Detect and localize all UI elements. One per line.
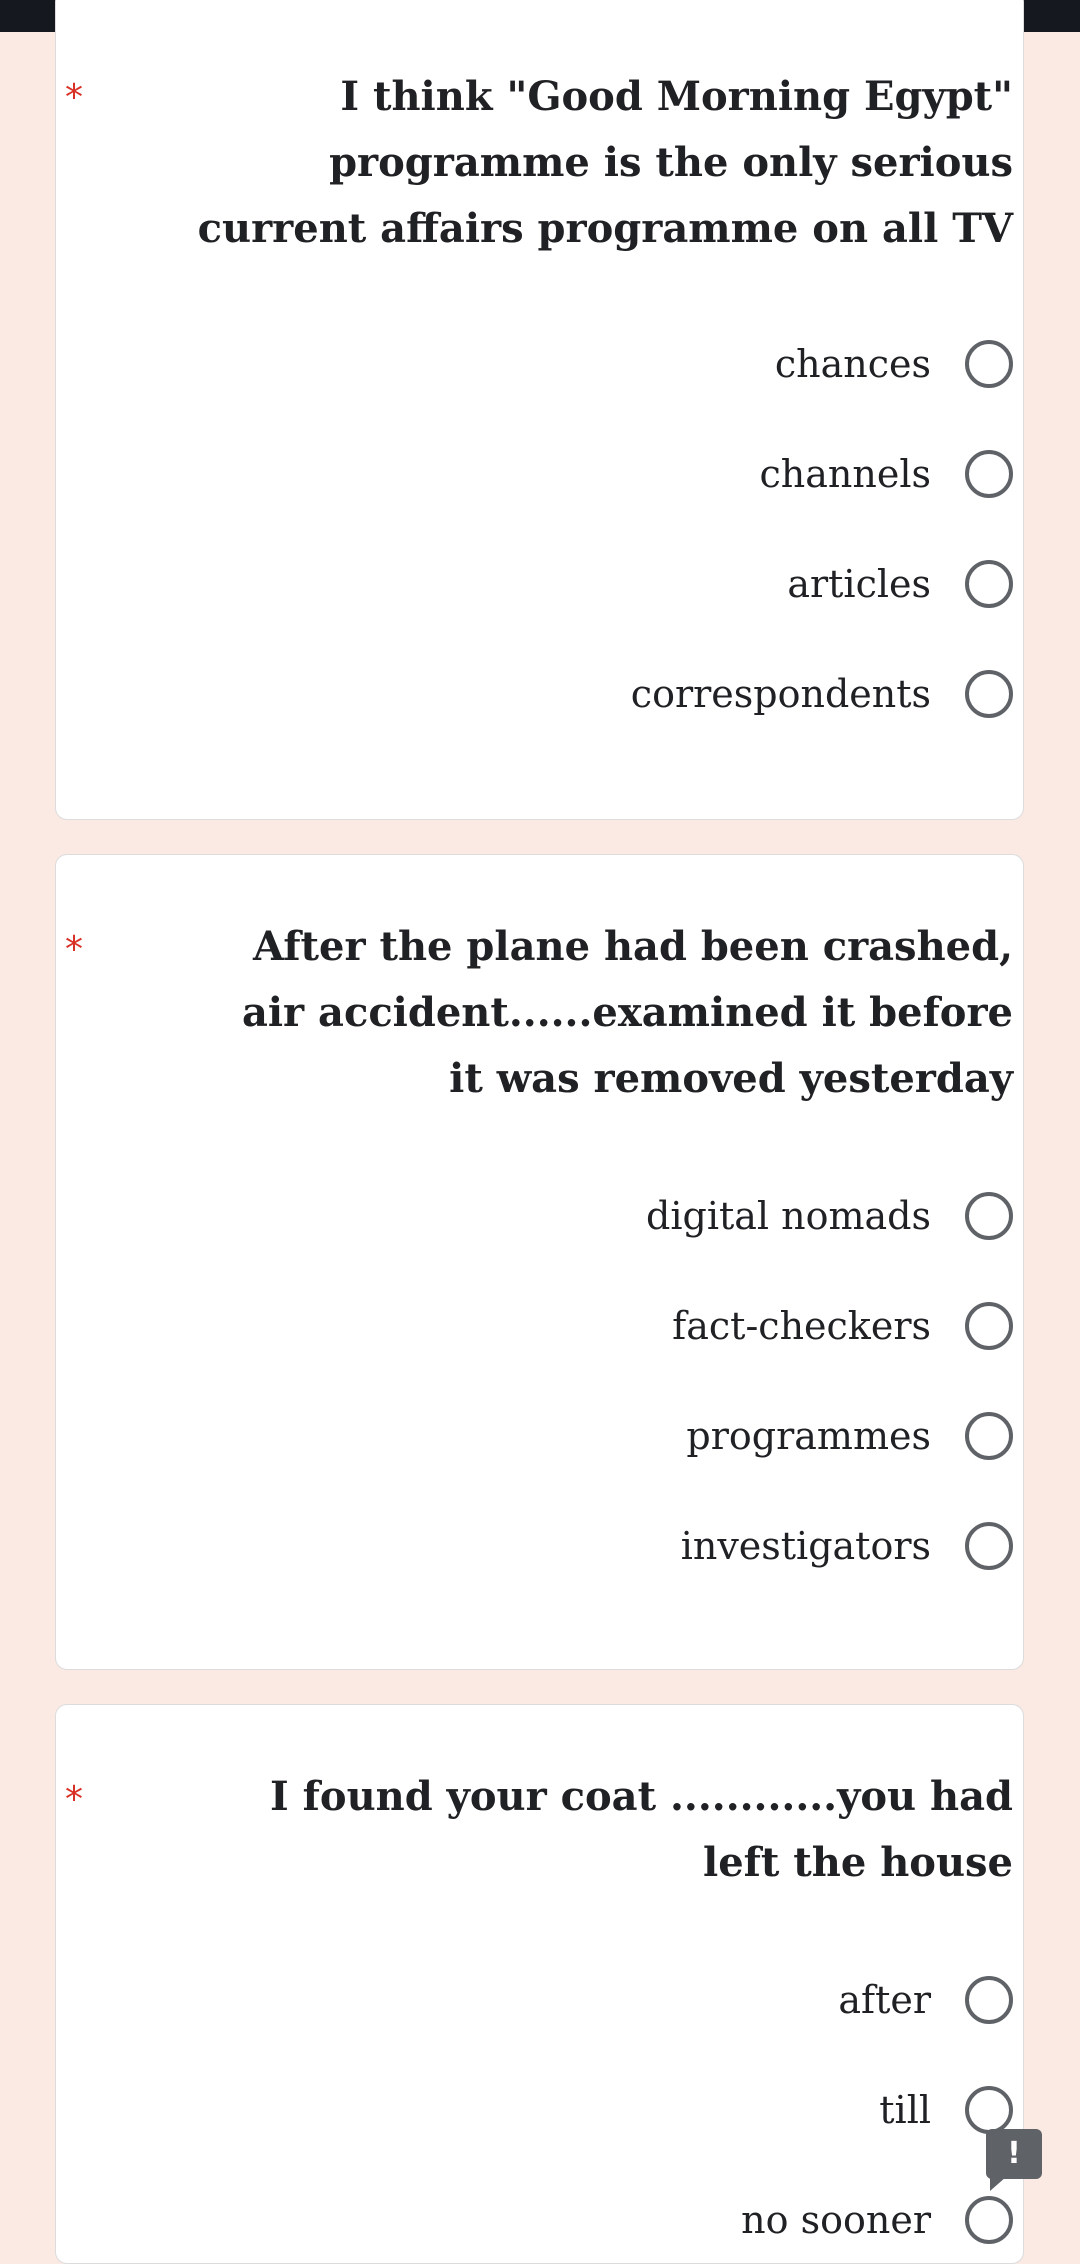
- radio-button[interactable]: [965, 1522, 1013, 1570]
- option-fact-checkers[interactable]: [672, 1299, 1013, 1353]
- option-label: after: [838, 1978, 931, 2022]
- option-after[interactable]: [838, 1973, 1013, 2027]
- radio-button[interactable]: [965, 2086, 1013, 2134]
- question-line: it was removed yesterday: [449, 1055, 1013, 1102]
- option-label: fact-checkers: [672, 1304, 931, 1348]
- question-line: left the house: [703, 1839, 1013, 1886]
- question-line: air accident......examined it before: [241, 989, 1013, 1036]
- option-digital-nomads[interactable]: [646, 1189, 1013, 1243]
- option-label: programmes: [686, 1414, 931, 1458]
- option-programmes[interactable]: [686, 1409, 1013, 1463]
- option-articles[interactable]: [787, 557, 1013, 611]
- radio-button[interactable]: [965, 1976, 1013, 2024]
- option-label: channels: [759, 452, 931, 496]
- option-label: no sooner: [741, 2198, 931, 2242]
- radio-button[interactable]: [965, 670, 1013, 718]
- radio-button[interactable]: [965, 450, 1013, 498]
- option-label: correspondents: [630, 672, 931, 716]
- radio-button[interactable]: [965, 1412, 1013, 1460]
- question-line: After the plane had been crashed,: [253, 923, 1013, 970]
- feedback-icon[interactable]: !: [986, 2129, 1042, 2179]
- option-label: investigators: [680, 1524, 931, 1568]
- radio-button[interactable]: [965, 560, 1013, 608]
- required-asterisk: *: [65, 1779, 83, 1820]
- radio-button[interactable]: [965, 1302, 1013, 1350]
- option-chances[interactable]: [775, 337, 1013, 391]
- question-title: [242, 914, 1013, 1112]
- required-asterisk: *: [65, 929, 83, 970]
- option-label: digital nomads: [646, 1194, 931, 1238]
- option-label: till: [879, 2088, 931, 2132]
- option-correspondents[interactable]: [631, 667, 1013, 721]
- question-title: [270, 1764, 1013, 1896]
- question-line: programme is the only serious: [329, 139, 1013, 186]
- question-line: I found your coat ............you had: [270, 1773, 1013, 1820]
- option-label: articles: [787, 562, 931, 606]
- question-line: I think "Good Morning Egypt": [340, 73, 1013, 120]
- option-investigators[interactable]: [681, 1519, 1013, 1573]
- required-asterisk: *: [65, 77, 83, 118]
- radio-button[interactable]: [965, 1192, 1013, 1240]
- option-label: chances: [774, 342, 931, 386]
- radio-button[interactable]: [965, 340, 1013, 388]
- option-channels[interactable]: [759, 447, 1013, 501]
- question-title: [198, 64, 1013, 262]
- question-line: current affairs programme on all TV: [197, 205, 1013, 252]
- option-no-sooner[interactable]: [741, 2193, 1013, 2247]
- radio-button[interactable]: [965, 2196, 1013, 2244]
